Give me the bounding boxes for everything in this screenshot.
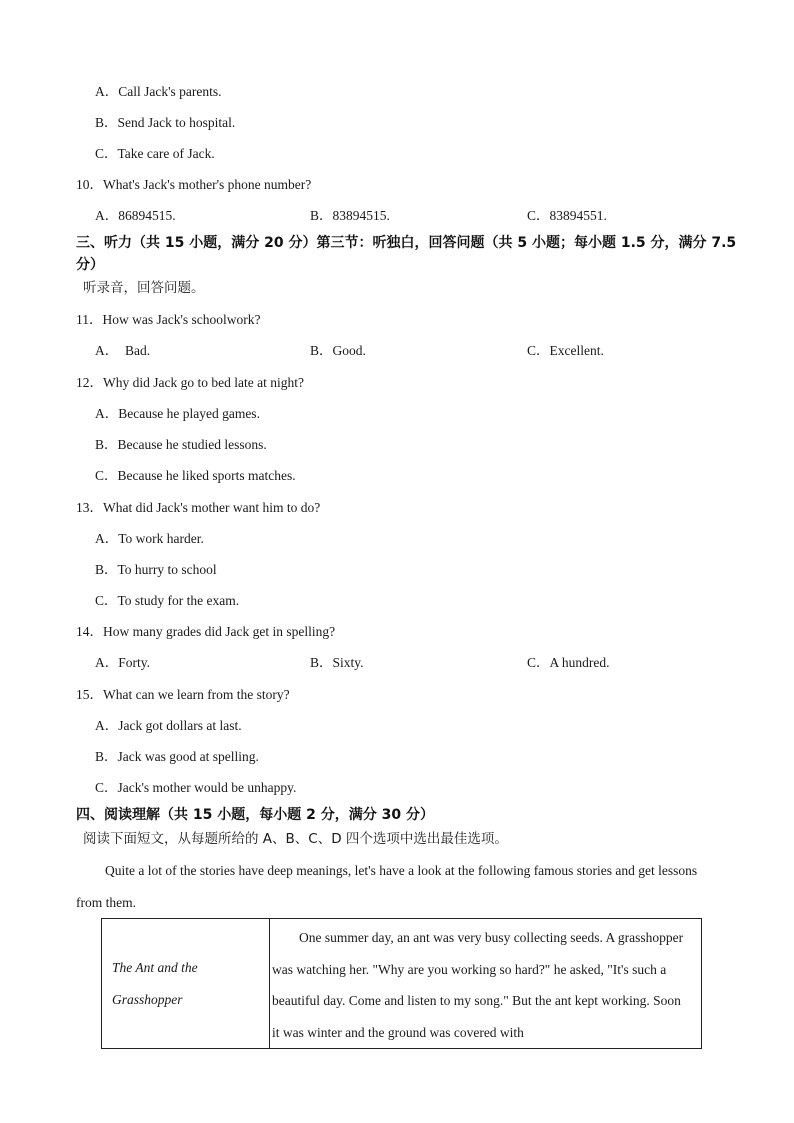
q9-option-a: A．Call Jack's parents. xyxy=(95,84,222,99)
section4-heading: 四、阅读理解（共 15 小题，每小题 2 分，满分 30 分） xyxy=(76,807,434,823)
q10-option-a: A．86894515. xyxy=(95,208,176,223)
q11-option-c: C．Excellent. xyxy=(527,343,604,358)
q13-option-a: A．To work harder. xyxy=(95,531,204,546)
q14-option-c: C．A hundred. xyxy=(527,655,610,670)
q13-option-c: C．To study for the exam. xyxy=(95,593,240,608)
q13-option-b: B．To hurry to school xyxy=(95,562,217,577)
q15-option-c: C．Jack's mother would be unhappy. xyxy=(95,780,297,795)
q12-option-a: A．Because he played games. xyxy=(95,406,260,421)
q9-option-b: B．Send Jack to hospital. xyxy=(95,115,236,130)
q9-option-c: C．Take care of Jack. xyxy=(95,146,215,161)
story-table xyxy=(101,918,702,1049)
story-title: The Ant and the Grasshopper xyxy=(112,960,198,1007)
q12-option-b: B．Because he studied lessons. xyxy=(95,437,267,452)
q15-question: 15．What can we learn from the story? xyxy=(76,687,290,702)
q11-option-b: B．Good. xyxy=(310,343,366,358)
section4-instruction: 阅读下面短文，从每题所给的 A、B、C、D 四个选项中选出最佳选项。 xyxy=(83,831,508,847)
q15-option-a: A．Jack got dollars at last. xyxy=(95,718,242,733)
section3-heading: 三、听力（共 15 小题，满分 20 分）第三节：听独白，回答问题（共 5 小题；每小题 1.5 分，满分 7.5 分） xyxy=(76,235,737,273)
q11-question: 11．How was Jack's schoolwork? xyxy=(76,312,261,327)
q14-option-a: A．Forty. xyxy=(95,655,151,670)
story-text-cell xyxy=(270,919,702,1049)
q12-question: 12．Why did Jack go to bed late at night? xyxy=(76,375,304,390)
reading-passage-intro: Quite a lot of the stories have deep meanings, let's have a look at the following famous stories and get lessons from them. xyxy=(76,863,698,910)
q10-question: 10．What's Jack's mother's phone number? xyxy=(76,177,312,192)
q13-question: 13．What did Jack's mother want him to do? xyxy=(76,500,321,515)
story-title-cell xyxy=(102,919,270,1049)
q15-option-b: B．Jack was good at spelling. xyxy=(95,749,259,764)
q10-option-c: C．83894551. xyxy=(527,208,607,223)
q10-option-b: B．83894515. xyxy=(310,208,390,223)
story-text: One summer day, an ant was very busy collecting seeds. A grasshopper was watching her. "Why are you working so hard?" he asked, "It's such a beautiful day. Come and listen to my song." But the ant kept working. Soon it was winter and the ground was covered with xyxy=(272,930,684,1040)
q12-option-c: C．Because he liked sports matches. xyxy=(95,468,296,483)
q14-question: 14．How many grades did Jack get in spelling? xyxy=(76,624,336,639)
q11-option-a: A． Bad. xyxy=(95,343,151,358)
q14-option-b: B．Sixty. xyxy=(310,655,364,670)
section3-instruction: 听录音，回答问题。 xyxy=(83,280,205,296)
